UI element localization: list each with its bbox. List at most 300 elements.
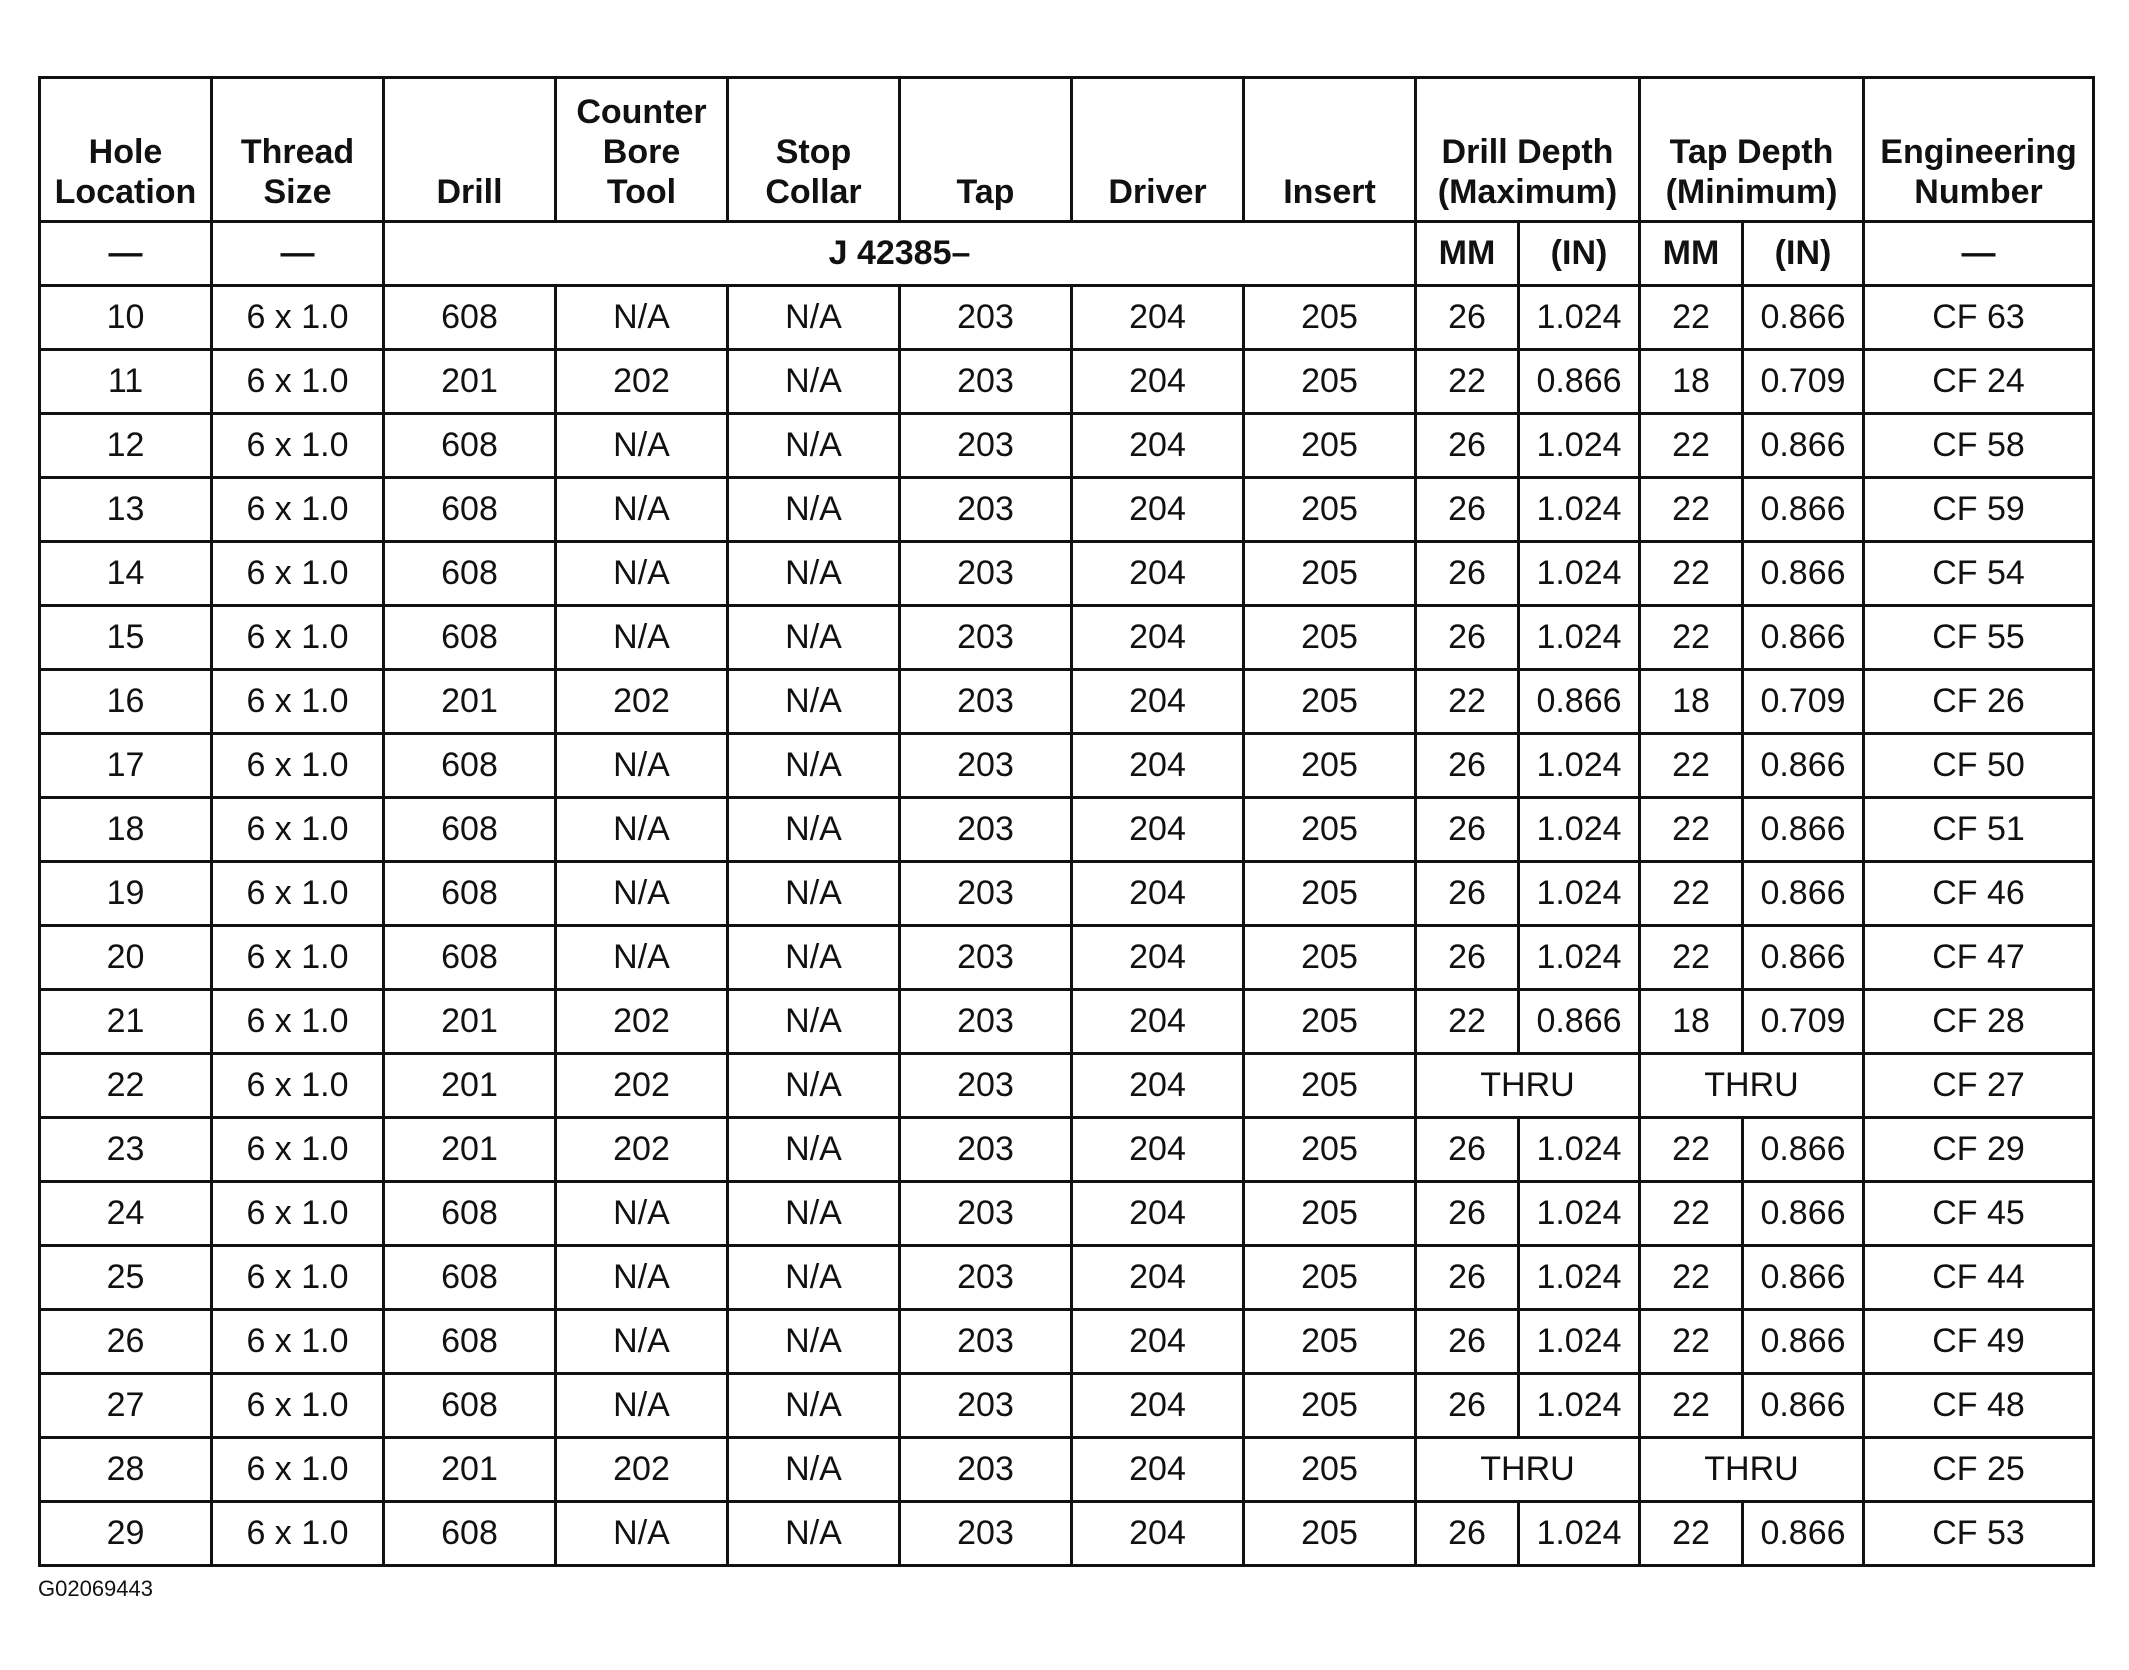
cell-drill-depth-mm: 26 bbox=[1416, 1374, 1519, 1438]
header-insert: Insert bbox=[1244, 78, 1416, 222]
units-drill-mm: MM bbox=[1416, 222, 1519, 286]
cell-drill-depth-in: 1.024 bbox=[1519, 542, 1640, 606]
cell-insert: 205 bbox=[1244, 798, 1416, 862]
header-engineering-number: Engineering Number bbox=[1864, 78, 2094, 222]
cell-insert: 205 bbox=[1244, 542, 1416, 606]
cell-counter-bore-tool: N/A bbox=[556, 862, 728, 926]
table-row bbox=[40, 862, 2094, 926]
cell-drill: 608 bbox=[384, 798, 556, 862]
cell-insert: 205 bbox=[1244, 1054, 1416, 1118]
cell-engineering-number: CF 46 bbox=[1864, 862, 2094, 926]
table-row bbox=[40, 350, 2094, 414]
header-stop-collar: Stop Collar bbox=[728, 78, 900, 222]
cell-engineering-number: CF 51 bbox=[1864, 798, 2094, 862]
units-hole: — bbox=[40, 222, 212, 286]
cell-thread-size: 6 x 1.0 bbox=[212, 414, 384, 478]
cell-tap-depth-mm: 22 bbox=[1640, 1182, 1743, 1246]
cell-engineering-number: CF 49 bbox=[1864, 1310, 2094, 1374]
cell-tap-depth: THRU bbox=[1640, 1054, 1864, 1118]
cell-driver: 204 bbox=[1072, 926, 1244, 990]
cell-tap-depth-mm: 22 bbox=[1640, 926, 1743, 990]
table-row bbox=[40, 926, 2094, 990]
cell-counter-bore-tool: 202 bbox=[556, 670, 728, 734]
cell-tap-depth-mm: 22 bbox=[1640, 606, 1743, 670]
cell-hole-location: 10 bbox=[40, 286, 212, 350]
tool-kit-prefix: J 42385– bbox=[384, 222, 1416, 286]
cell-engineering-number: CF 58 bbox=[1864, 414, 2094, 478]
cell-counter-bore-tool: N/A bbox=[556, 1502, 728, 1566]
cell-insert: 205 bbox=[1244, 1374, 1416, 1438]
cell-thread-size: 6 x 1.0 bbox=[212, 990, 384, 1054]
cell-counter-bore-tool: 202 bbox=[556, 1118, 728, 1182]
cell-thread-size: 6 x 1.0 bbox=[212, 1246, 384, 1310]
cell-engineering-number: CF 25 bbox=[1864, 1438, 2094, 1502]
cell-engineering-number: CF 53 bbox=[1864, 1502, 2094, 1566]
cell-driver: 204 bbox=[1072, 798, 1244, 862]
cell-drill-depth-mm: 26 bbox=[1416, 1182, 1519, 1246]
header-row bbox=[40, 78, 2094, 222]
cell-stop-collar: N/A bbox=[728, 1182, 900, 1246]
cell-tap-depth-mm: 18 bbox=[1640, 350, 1743, 414]
cell-insert: 205 bbox=[1244, 926, 1416, 990]
cell-drill-depth-in: 1.024 bbox=[1519, 926, 1640, 990]
cell-thread-size: 6 x 1.0 bbox=[212, 1310, 384, 1374]
cell-hole-location: 11 bbox=[40, 350, 212, 414]
cell-hole-location: 16 bbox=[40, 670, 212, 734]
cell-drill: 201 bbox=[384, 670, 556, 734]
cell-tap-depth-mm: 22 bbox=[1640, 1502, 1743, 1566]
cell-tap-depth-in: 0.866 bbox=[1743, 478, 1864, 542]
cell-driver: 204 bbox=[1072, 414, 1244, 478]
cell-counter-bore-tool: N/A bbox=[556, 1310, 728, 1374]
cell-drill-depth-mm: 22 bbox=[1416, 990, 1519, 1054]
table-row bbox=[40, 606, 2094, 670]
cell-tap-depth-mm: 22 bbox=[1640, 1374, 1743, 1438]
cell-thread-size: 6 x 1.0 bbox=[212, 1374, 384, 1438]
cell-drill-depth-in: 1.024 bbox=[1519, 1502, 1640, 1566]
cell-drill-depth-in: 1.024 bbox=[1519, 286, 1640, 350]
table-row bbox=[40, 1118, 2094, 1182]
cell-tap-depth-in: 0.866 bbox=[1743, 606, 1864, 670]
cell-drill-depth-mm: 26 bbox=[1416, 734, 1519, 798]
cell-drill-depth: THRU bbox=[1416, 1438, 1640, 1502]
cell-thread-size: 6 x 1.0 bbox=[212, 926, 384, 990]
cell-hole-location: 22 bbox=[40, 1054, 212, 1118]
cell-drill-depth-mm: 26 bbox=[1416, 414, 1519, 478]
cell-drill: 608 bbox=[384, 734, 556, 798]
cell-driver: 204 bbox=[1072, 670, 1244, 734]
cell-hole-location: 29 bbox=[40, 1502, 212, 1566]
cell-tap-depth-mm: 18 bbox=[1640, 670, 1743, 734]
cell-driver: 204 bbox=[1072, 990, 1244, 1054]
cell-drill: 608 bbox=[384, 606, 556, 670]
cell-hole-location: 23 bbox=[40, 1118, 212, 1182]
cell-tap-depth-in: 0.709 bbox=[1743, 670, 1864, 734]
cell-insert: 205 bbox=[1244, 990, 1416, 1054]
header-tap-depth: Tap Depth (Minimum) bbox=[1640, 78, 1864, 222]
cell-stop-collar: N/A bbox=[728, 798, 900, 862]
table-row bbox=[40, 798, 2094, 862]
cell-hole-location: 21 bbox=[40, 990, 212, 1054]
header-thread-size: Thread Size bbox=[212, 78, 384, 222]
cell-tap-depth-mm: 22 bbox=[1640, 734, 1743, 798]
cell-tap: 203 bbox=[900, 606, 1072, 670]
cell-tap: 203 bbox=[900, 1118, 1072, 1182]
cell-tap-depth-mm: 18 bbox=[1640, 990, 1743, 1054]
cell-stop-collar: N/A bbox=[728, 414, 900, 478]
cell-counter-bore-tool: N/A bbox=[556, 1374, 728, 1438]
cell-engineering-number: CF 24 bbox=[1864, 350, 2094, 414]
table-row bbox=[40, 1054, 2094, 1118]
cell-drill: 201 bbox=[384, 1118, 556, 1182]
table-row bbox=[40, 1182, 2094, 1246]
cell-drill-depth-mm: 26 bbox=[1416, 862, 1519, 926]
cell-insert: 205 bbox=[1244, 1182, 1416, 1246]
cell-drill: 608 bbox=[384, 1502, 556, 1566]
header-drill-depth: Drill Depth (Maximum) bbox=[1416, 78, 1640, 222]
cell-tap-depth-mm: 22 bbox=[1640, 414, 1743, 478]
cell-tap: 203 bbox=[900, 990, 1072, 1054]
table-row bbox=[40, 414, 2094, 478]
cell-hole-location: 17 bbox=[40, 734, 212, 798]
cell-drill-depth-in: 1.024 bbox=[1519, 1310, 1640, 1374]
cell-driver: 204 bbox=[1072, 542, 1244, 606]
table-row bbox=[40, 670, 2094, 734]
cell-stop-collar: N/A bbox=[728, 1374, 900, 1438]
thread-repair-spec-table bbox=[38, 76, 2095, 1567]
cell-drill-depth-in: 1.024 bbox=[1519, 478, 1640, 542]
cell-drill-depth-mm: 26 bbox=[1416, 1502, 1519, 1566]
table-row bbox=[40, 1310, 2094, 1374]
cell-drill-depth-mm: 26 bbox=[1416, 478, 1519, 542]
cell-insert: 205 bbox=[1244, 1118, 1416, 1182]
cell-driver: 204 bbox=[1072, 1246, 1244, 1310]
cell-engineering-number: CF 54 bbox=[1864, 542, 2094, 606]
cell-counter-bore-tool: N/A bbox=[556, 286, 728, 350]
cell-drill: 201 bbox=[384, 990, 556, 1054]
cell-thread-size: 6 x 1.0 bbox=[212, 1118, 384, 1182]
cell-engineering-number: CF 28 bbox=[1864, 990, 2094, 1054]
cell-driver: 204 bbox=[1072, 350, 1244, 414]
cell-tap-depth-mm: 22 bbox=[1640, 1246, 1743, 1310]
cell-drill-depth-in: 1.024 bbox=[1519, 798, 1640, 862]
cell-engineering-number: CF 29 bbox=[1864, 1118, 2094, 1182]
cell-driver: 204 bbox=[1072, 1502, 1244, 1566]
cell-thread-size: 6 x 1.0 bbox=[212, 670, 384, 734]
table-row bbox=[40, 542, 2094, 606]
cell-engineering-number: CF 47 bbox=[1864, 926, 2094, 990]
cell-tap-depth-mm: 22 bbox=[1640, 478, 1743, 542]
header-driver: Driver bbox=[1072, 78, 1244, 222]
cell-tap-depth-in: 0.866 bbox=[1743, 798, 1864, 862]
cell-insert: 205 bbox=[1244, 478, 1416, 542]
cell-drill: 608 bbox=[384, 1246, 556, 1310]
cell-insert: 205 bbox=[1244, 350, 1416, 414]
cell-tap: 203 bbox=[900, 1182, 1072, 1246]
cell-stop-collar: N/A bbox=[728, 286, 900, 350]
cell-counter-bore-tool: N/A bbox=[556, 798, 728, 862]
cell-drill: 201 bbox=[384, 350, 556, 414]
cell-drill-depth-mm: 26 bbox=[1416, 1118, 1519, 1182]
cell-insert: 205 bbox=[1244, 862, 1416, 926]
cell-drill-depth-mm: 26 bbox=[1416, 606, 1519, 670]
cell-drill: 608 bbox=[384, 926, 556, 990]
cell-tap: 203 bbox=[900, 286, 1072, 350]
cell-stop-collar: N/A bbox=[728, 350, 900, 414]
cell-engineering-number: CF 48 bbox=[1864, 1374, 2094, 1438]
cell-drill-depth-in: 1.024 bbox=[1519, 1118, 1640, 1182]
cell-driver: 204 bbox=[1072, 1438, 1244, 1502]
cell-counter-bore-tool: N/A bbox=[556, 606, 728, 670]
cell-drill-depth-in: 1.024 bbox=[1519, 1182, 1640, 1246]
cell-drill-depth-mm: 26 bbox=[1416, 926, 1519, 990]
cell-thread-size: 6 x 1.0 bbox=[212, 606, 384, 670]
cell-tap-depth-in: 0.866 bbox=[1743, 1310, 1864, 1374]
cell-tap: 203 bbox=[900, 1502, 1072, 1566]
cell-tap: 203 bbox=[900, 350, 1072, 414]
cell-tap-depth-in: 0.866 bbox=[1743, 286, 1864, 350]
cell-insert: 205 bbox=[1244, 414, 1416, 478]
cell-driver: 204 bbox=[1072, 1182, 1244, 1246]
cell-drill-depth-in: 0.866 bbox=[1519, 990, 1640, 1054]
cell-counter-bore-tool: N/A bbox=[556, 478, 728, 542]
cell-tap-depth-in: 0.709 bbox=[1743, 990, 1864, 1054]
cell-driver: 204 bbox=[1072, 286, 1244, 350]
units-thread: — bbox=[212, 222, 384, 286]
cell-tap-depth-in: 0.866 bbox=[1743, 734, 1864, 798]
cell-drill: 201 bbox=[384, 1438, 556, 1502]
cell-thread-size: 6 x 1.0 bbox=[212, 478, 384, 542]
cell-thread-size: 6 x 1.0 bbox=[212, 1502, 384, 1566]
cell-insert: 205 bbox=[1244, 606, 1416, 670]
cell-drill: 608 bbox=[384, 1310, 556, 1374]
header-tap: Tap bbox=[900, 78, 1072, 222]
cell-thread-size: 6 x 1.0 bbox=[212, 1182, 384, 1246]
cell-drill-depth-in: 1.024 bbox=[1519, 606, 1640, 670]
cell-driver: 204 bbox=[1072, 1310, 1244, 1374]
cell-drill-depth-mm: 22 bbox=[1416, 670, 1519, 734]
cell-engineering-number: CF 26 bbox=[1864, 670, 2094, 734]
cell-stop-collar: N/A bbox=[728, 926, 900, 990]
cell-stop-collar: N/A bbox=[728, 734, 900, 798]
cell-hole-location: 27 bbox=[40, 1374, 212, 1438]
cell-counter-bore-tool: N/A bbox=[556, 414, 728, 478]
cell-tap: 203 bbox=[900, 1438, 1072, 1502]
cell-stop-collar: N/A bbox=[728, 1246, 900, 1310]
table-row bbox=[40, 286, 2094, 350]
units-drill-in: (IN) bbox=[1519, 222, 1640, 286]
cell-drill-depth-in: 1.024 bbox=[1519, 1374, 1640, 1438]
cell-counter-bore-tool: 202 bbox=[556, 1438, 728, 1502]
cell-engineering-number: CF 55 bbox=[1864, 606, 2094, 670]
table-row bbox=[40, 1374, 2094, 1438]
units-row bbox=[40, 222, 2094, 286]
cell-tap-depth-in: 0.709 bbox=[1743, 350, 1864, 414]
cell-tap: 203 bbox=[900, 670, 1072, 734]
cell-stop-collar: N/A bbox=[728, 670, 900, 734]
cell-tap: 203 bbox=[900, 734, 1072, 798]
cell-thread-size: 6 x 1.0 bbox=[212, 862, 384, 926]
cell-engineering-number: CF 45 bbox=[1864, 1182, 2094, 1246]
cell-drill-depth-mm: 26 bbox=[1416, 286, 1519, 350]
cell-drill-depth-in: 1.024 bbox=[1519, 734, 1640, 798]
cell-counter-bore-tool: N/A bbox=[556, 1246, 728, 1310]
cell-counter-bore-tool: N/A bbox=[556, 1182, 728, 1246]
cell-drill: 608 bbox=[384, 1374, 556, 1438]
cell-hole-location: 24 bbox=[40, 1182, 212, 1246]
cell-stop-collar: N/A bbox=[728, 1054, 900, 1118]
units-tap-in: (IN) bbox=[1743, 222, 1864, 286]
table-row bbox=[40, 1438, 2094, 1502]
cell-counter-bore-tool: 202 bbox=[556, 350, 728, 414]
units-tap-mm: MM bbox=[1640, 222, 1743, 286]
cell-stop-collar: N/A bbox=[728, 990, 900, 1054]
cell-thread-size: 6 x 1.0 bbox=[212, 350, 384, 414]
table-row bbox=[40, 1502, 2094, 1566]
cell-engineering-number: CF 50 bbox=[1864, 734, 2094, 798]
cell-tap: 203 bbox=[900, 1310, 1072, 1374]
cell-drill-depth-in: 1.024 bbox=[1519, 862, 1640, 926]
cell-tap: 203 bbox=[900, 478, 1072, 542]
cell-tap-depth-mm: 22 bbox=[1640, 542, 1743, 606]
table-body bbox=[40, 286, 2094, 1566]
cell-drill: 608 bbox=[384, 862, 556, 926]
header-hole-location: Hole Location bbox=[40, 78, 212, 222]
cell-counter-bore-tool: 202 bbox=[556, 990, 728, 1054]
cell-tap: 203 bbox=[900, 414, 1072, 478]
cell-tap-depth-in: 0.866 bbox=[1743, 414, 1864, 478]
cell-thread-size: 6 x 1.0 bbox=[212, 286, 384, 350]
cell-engineering-number: CF 27 bbox=[1864, 1054, 2094, 1118]
cell-tap-depth-in: 0.866 bbox=[1743, 1182, 1864, 1246]
cell-tap: 203 bbox=[900, 926, 1072, 990]
cell-tap-depth-mm: 22 bbox=[1640, 862, 1743, 926]
table-row bbox=[40, 734, 2094, 798]
cell-drill: 201 bbox=[384, 1054, 556, 1118]
cell-hole-location: 28 bbox=[40, 1438, 212, 1502]
cell-thread-size: 6 x 1.0 bbox=[212, 542, 384, 606]
cell-drill: 608 bbox=[384, 542, 556, 606]
cell-tap: 203 bbox=[900, 1374, 1072, 1438]
cell-engineering-number: CF 63 bbox=[1864, 286, 2094, 350]
header-counter-bore-tool: Counter Bore Tool bbox=[556, 78, 728, 222]
cell-drill: 608 bbox=[384, 286, 556, 350]
cell-thread-size: 6 x 1.0 bbox=[212, 798, 384, 862]
cell-tap: 203 bbox=[900, 1054, 1072, 1118]
cell-drill-depth-mm: 26 bbox=[1416, 1246, 1519, 1310]
cell-tap: 203 bbox=[900, 542, 1072, 606]
cell-stop-collar: N/A bbox=[728, 1438, 900, 1502]
cell-hole-location: 15 bbox=[40, 606, 212, 670]
cell-stop-collar: N/A bbox=[728, 1118, 900, 1182]
cell-tap-depth-in: 0.866 bbox=[1743, 926, 1864, 990]
cell-tap-depth-mm: 22 bbox=[1640, 1310, 1743, 1374]
cell-drill-depth: THRU bbox=[1416, 1054, 1640, 1118]
cell-counter-bore-tool: 202 bbox=[556, 1054, 728, 1118]
cell-hole-location: 26 bbox=[40, 1310, 212, 1374]
cell-drill-depth-in: 1.024 bbox=[1519, 414, 1640, 478]
cell-insert: 205 bbox=[1244, 1438, 1416, 1502]
cell-driver: 204 bbox=[1072, 1054, 1244, 1118]
cell-driver: 204 bbox=[1072, 734, 1244, 798]
cell-tap: 203 bbox=[900, 1246, 1072, 1310]
header-drill: Drill bbox=[384, 78, 556, 222]
table-row bbox=[40, 1246, 2094, 1310]
cell-insert: 205 bbox=[1244, 1246, 1416, 1310]
cell-tap-depth: THRU bbox=[1640, 1438, 1864, 1502]
cell-driver: 204 bbox=[1072, 478, 1244, 542]
cell-tap-depth-in: 0.866 bbox=[1743, 1118, 1864, 1182]
cell-insert: 205 bbox=[1244, 286, 1416, 350]
units-eng: — bbox=[1864, 222, 2094, 286]
table-row bbox=[40, 478, 2094, 542]
cell-tap-depth-in: 0.866 bbox=[1743, 542, 1864, 606]
cell-stop-collar: N/A bbox=[728, 862, 900, 926]
cell-thread-size: 6 x 1.0 bbox=[212, 1054, 384, 1118]
cell-hole-location: 19 bbox=[40, 862, 212, 926]
cell-thread-size: 6 x 1.0 bbox=[212, 1438, 384, 1502]
cell-drill: 608 bbox=[384, 1182, 556, 1246]
cell-stop-collar: N/A bbox=[728, 478, 900, 542]
cell-driver: 204 bbox=[1072, 1374, 1244, 1438]
cell-drill: 608 bbox=[384, 414, 556, 478]
cell-tap-depth-in: 0.866 bbox=[1743, 1502, 1864, 1566]
cell-stop-collar: N/A bbox=[728, 542, 900, 606]
cell-tap-depth-in: 0.866 bbox=[1743, 862, 1864, 926]
cell-hole-location: 25 bbox=[40, 1246, 212, 1310]
cell-drill-depth-mm: 26 bbox=[1416, 1310, 1519, 1374]
cell-drill-depth-in: 0.866 bbox=[1519, 670, 1640, 734]
figure-id: G02069443 bbox=[38, 1576, 153, 1601]
cell-driver: 204 bbox=[1072, 606, 1244, 670]
cell-stop-collar: N/A bbox=[728, 606, 900, 670]
cell-insert: 205 bbox=[1244, 670, 1416, 734]
cell-hole-location: 12 bbox=[40, 414, 212, 478]
cell-hole-location: 18 bbox=[40, 798, 212, 862]
cell-hole-location: 14 bbox=[40, 542, 212, 606]
cell-hole-location: 20 bbox=[40, 926, 212, 990]
cell-drill-depth-mm: 26 bbox=[1416, 798, 1519, 862]
cell-drill-depth-in: 0.866 bbox=[1519, 350, 1640, 414]
cell-stop-collar: N/A bbox=[728, 1310, 900, 1374]
cell-tap-depth-mm: 22 bbox=[1640, 1118, 1743, 1182]
cell-tap-depth-mm: 22 bbox=[1640, 286, 1743, 350]
cell-tap: 203 bbox=[900, 798, 1072, 862]
cell-drill-depth-mm: 26 bbox=[1416, 542, 1519, 606]
cell-drill: 608 bbox=[384, 478, 556, 542]
cell-insert: 205 bbox=[1244, 1310, 1416, 1374]
cell-tap-depth-in: 0.866 bbox=[1743, 1374, 1864, 1438]
table-row bbox=[40, 990, 2094, 1054]
cell-insert: 205 bbox=[1244, 1502, 1416, 1566]
cell-engineering-number: CF 44 bbox=[1864, 1246, 2094, 1310]
cell-counter-bore-tool: N/A bbox=[556, 542, 728, 606]
cell-engineering-number: CF 59 bbox=[1864, 478, 2094, 542]
cell-tap-depth-in: 0.866 bbox=[1743, 1246, 1864, 1310]
cell-thread-size: 6 x 1.0 bbox=[212, 734, 384, 798]
cell-tap-depth-mm: 22 bbox=[1640, 798, 1743, 862]
cell-hole-location: 13 bbox=[40, 478, 212, 542]
cell-counter-bore-tool: N/A bbox=[556, 926, 728, 990]
cell-counter-bore-tool: N/A bbox=[556, 734, 728, 798]
cell-driver: 204 bbox=[1072, 862, 1244, 926]
cell-drill-depth-mm: 22 bbox=[1416, 350, 1519, 414]
cell-tap: 203 bbox=[900, 862, 1072, 926]
cell-insert: 205 bbox=[1244, 734, 1416, 798]
cell-drill-depth-in: 1.024 bbox=[1519, 1246, 1640, 1310]
cell-stop-collar: N/A bbox=[728, 1502, 900, 1566]
cell-driver: 204 bbox=[1072, 1118, 1244, 1182]
